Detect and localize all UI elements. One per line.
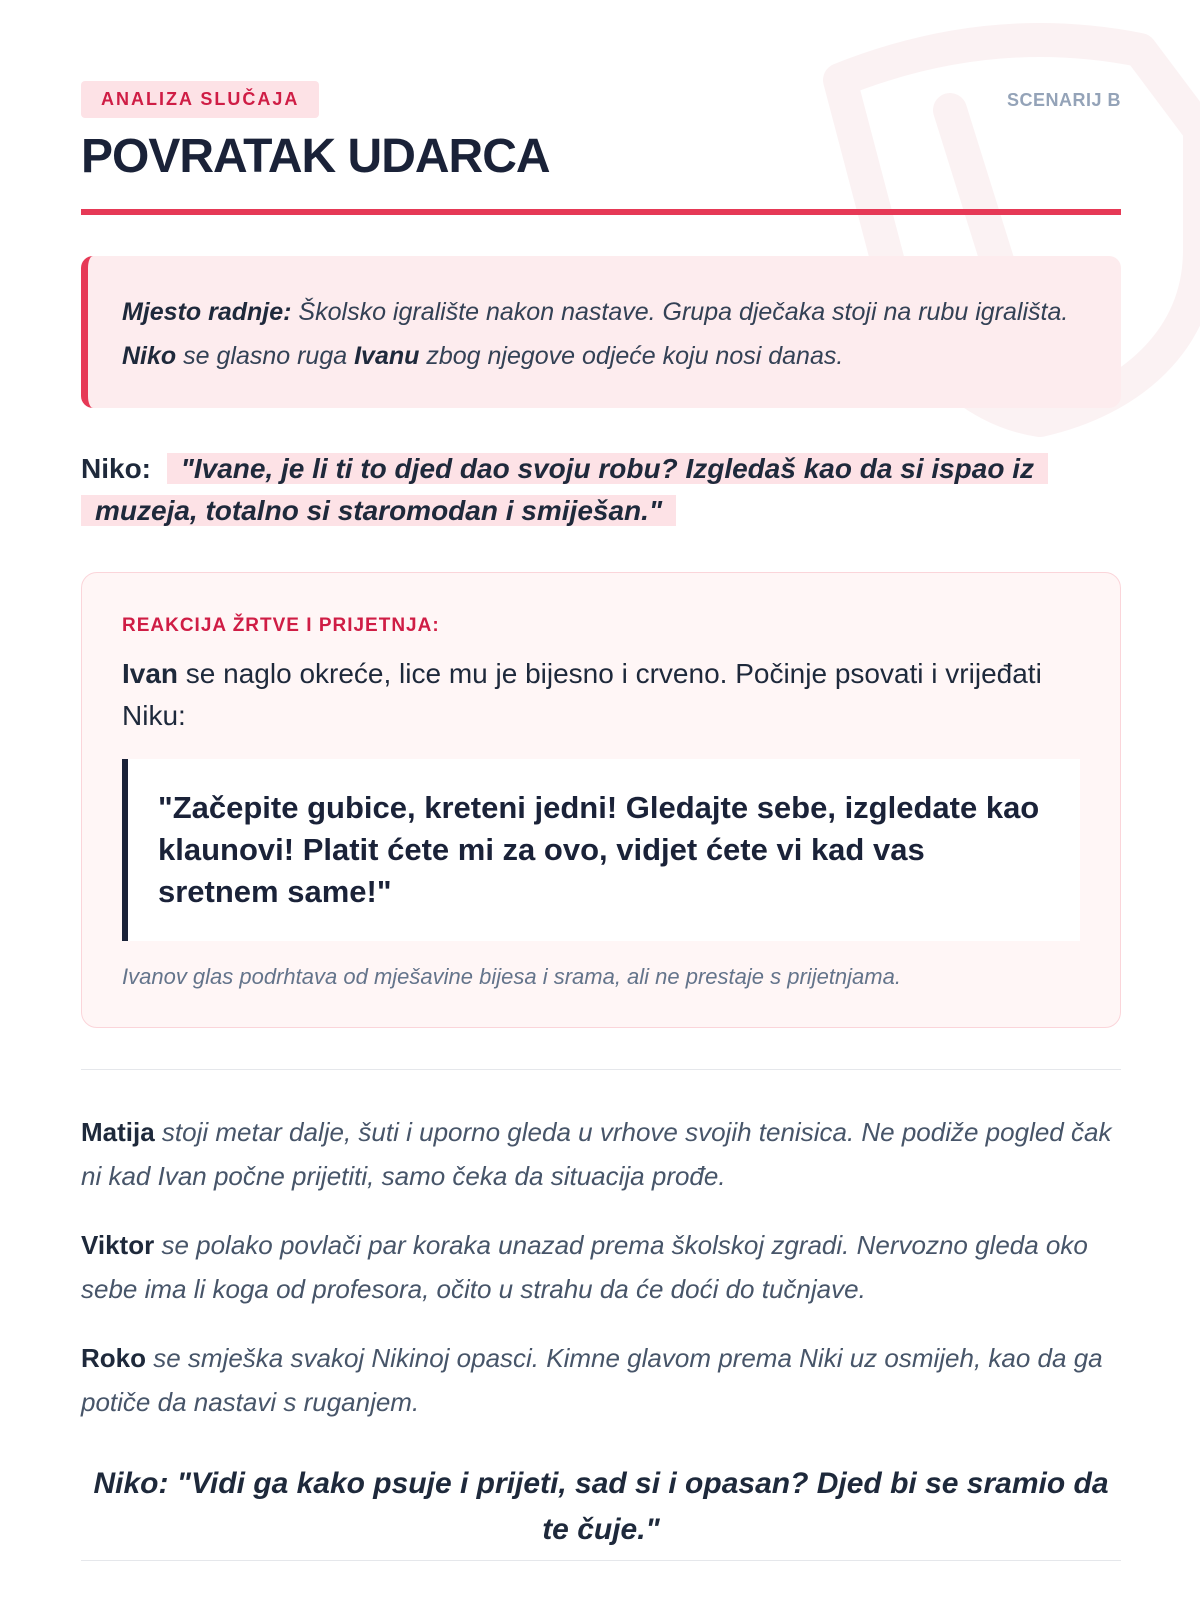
title-divider — [81, 209, 1121, 215]
reaction-description: se naglo okreće, lice mu je bijesno i crveno. Počinje psovati i vrijeđati Niku: — [122, 658, 1042, 731]
reaction-name: Ivan — [122, 658, 179, 689]
reaction-text — [122, 653, 1080, 737]
bystander-name: Viktor — [81, 1230, 155, 1260]
setting-text: zbog njegove odjeće koju nosi danas. — [419, 342, 844, 370]
bystander-text: se smješka svakoj Nikinoj opasci. Kimne glavom prema Niki uz osmijeh, kao da ga potiče da nastavi s ruganjem. — [81, 1343, 1103, 1417]
section-divider — [81, 1069, 1121, 1070]
final-quote: Niko: "Vidi ga kako psuje i prijeti, sad si i opasan? Djed bi se sramio da te čuje." — [93, 1467, 1109, 1546]
bystander-text: stoji metar dalje, šuti i uporno gleda u vrhove svojih tenisica. Ne podiže pogled čak ni kad Ivan počne prijetiti, samo čeka da situacija prođe. — [81, 1117, 1112, 1191]
category-tag: ANALIZA SLUČAJA — [81, 81, 319, 118]
bystander-name: Matija — [81, 1117, 155, 1147]
reaction-box — [81, 572, 1121, 1028]
reaction-note: Ivanov glas podrhtava od mješavine bijesa i srama, ali ne prestaje s prijetnjama. — [122, 964, 901, 989]
scenario-label: SCENARIJ B — [1006, 90, 1121, 110]
bottom-divider — [81, 1560, 1121, 1561]
dialog-line — [81, 448, 1121, 532]
setting-name-ivan: Ivanu — [354, 342, 420, 370]
setting-text: Školsko igralište nakon nastave. Grupa dječaka stoji na rubu igrališta. — [291, 298, 1069, 326]
header — [81, 0, 1121, 214]
dialog-quote: "Ivane, je li ti to djed dao svoju robu? Izgledaš kao da si ispao iz muzeja, totalno si staromodan i smiješan." — [81, 453, 1048, 526]
threat-quote: "Začepite gubice, kreteni jedni! Gledajte sebe, izgledate kao klaunovi! Platit ćete mi za ovo, vidjet ćete vi kad vas sretnem same!" — [122, 759, 1080, 941]
page-title: POVRATAK UDARCA — [81, 130, 550, 183]
bystander-item — [81, 1110, 1121, 1198]
setting-name-niko: Niko — [122, 342, 177, 370]
setting-label: Mjesto radnje: — [122, 298, 292, 326]
setting-text: se glasno ruga — [176, 342, 355, 370]
bystanders-list — [81, 1110, 1121, 1449]
setting-callout — [81, 256, 1121, 408]
dialog-speaker: Niko: — [81, 453, 151, 484]
case-document — [81, 0, 1121, 1546]
bystander-name: Roko — [81, 1343, 146, 1373]
bystander-item — [81, 1223, 1121, 1311]
bystander-item — [81, 1336, 1121, 1424]
bystander-text: se polako povlači par koraka unazad prema školskoj zgradi. Nervozno gleda oko sebe ima li koga od profesora, očito u strahu da će doći do tučnjave. — [81, 1230, 1088, 1304]
reaction-label: REAKCIJA ŽRTVE I PRIJETNJA: — [122, 615, 440, 636]
